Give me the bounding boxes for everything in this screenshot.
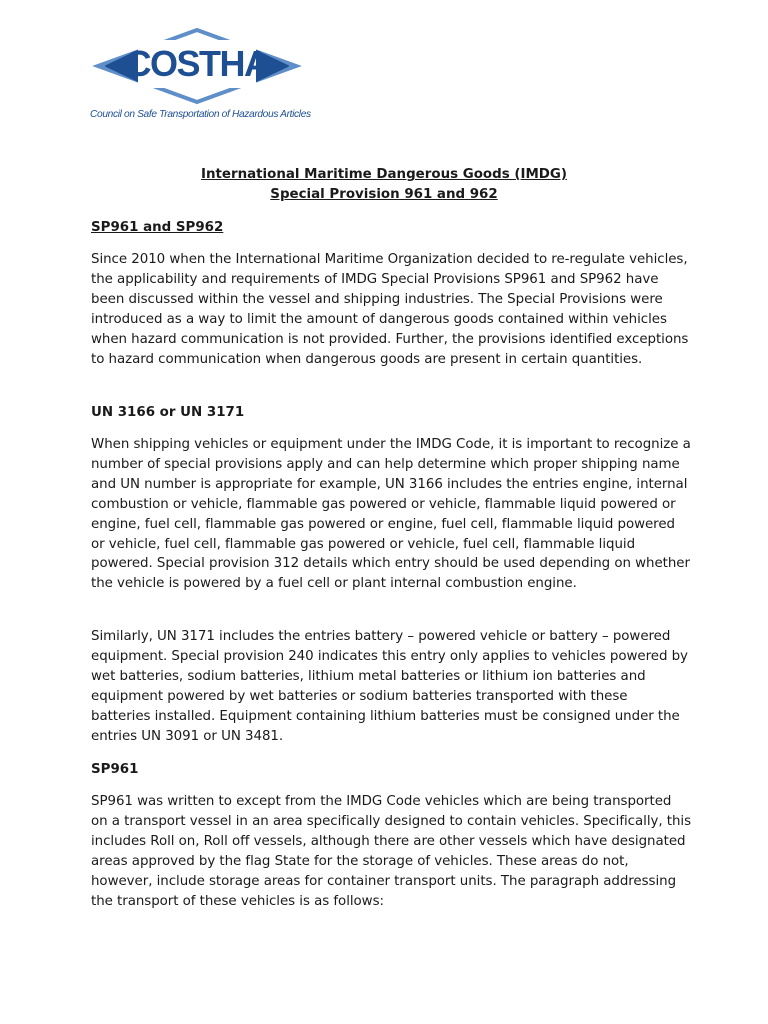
logo-caption: Council on Safe Transportation of Hazardous Articles [90, 109, 311, 120]
paragraph-sp961-sp962-intro: Since 2010 when the International Maritime Organization decided to re-regulate vehicles, the applicability and requirements of IMDG Special Provisions SP961 and SP962 have been discussed within the vessel and shipping industries. The Special Provisions were introduced as a way to limit the amount of dangerous goods contained within vehicles when hazard communication is not provided. Further, the provisions identified exceptions to hazard communication when dangerous goods are present in certain quantities. [91, 252, 689, 367]
paragraph-un3166: When shipping vehicles or equipment under the IMDG Code, it is important to recognize a number of special provisions apply and can help determine which proper shipping name and UN number is appropriate for example, UN 3166 includes the entries engine, internal combustion or vehicle, flammable gas powered or vehicle, flammable liquid powered or engine, fuel cell, flammable gas powered or engine, fuel cell, flammable liquid powered or vehicle, fuel cell, flammable gas powered or vehicle, fuel cell, flammable liquid powered. Special provision 312 details which entry should be used depending on whether the vehicle is powered by a fuel cell or plant internal combustion engine. [91, 437, 691, 592]
paragraph-sp961: SP961 was written to except from the IMDG Code vehicles which are being transported on a transport vessel in an area specifically designed to contain vehicles. Specifically, this includes Roll on, Roll off vessels, although there are other vessels which have designated areas approved by the flag State for the storage of vehicles. These areas do not, however, include storage areas for container transport units. The paragraph addressing the transport of these vehicles is as follows: [91, 794, 692, 909]
section-heading-sp961: SP961 [91, 762, 139, 777]
paragraph-un3171: Similarly, UN 3171 includes the entries battery – powered vehicle or battery – powered equipment. Special provision 240 indicates this entry only applies to vehicles powered by wet batteries, sodium batteries, lithium metal batteries or lithium ion batteries and equipment powered by wet batteries or sodium batteries transported with these batteries installed. Equipment containing lithium batteries must be consigned under the entries UN 3091 or UN 3481. [91, 629, 688, 744]
logo-wordmark: COSTHA [125, 43, 269, 84]
costha-logo [90, 26, 311, 126]
section-heading-sp961-sp962: SP961 and SP962 [91, 220, 224, 235]
document-title-line-1: International Maritime Dangerous Goods (IMDG) [200, 167, 567, 182]
document-title-line-2: Special Provision 961 and 962 [270, 187, 498, 202]
costha-logo-icon [90, 26, 305, 106]
section-heading-un3166-un3171: UN 3166 or UN 3171 [91, 405, 245, 420]
